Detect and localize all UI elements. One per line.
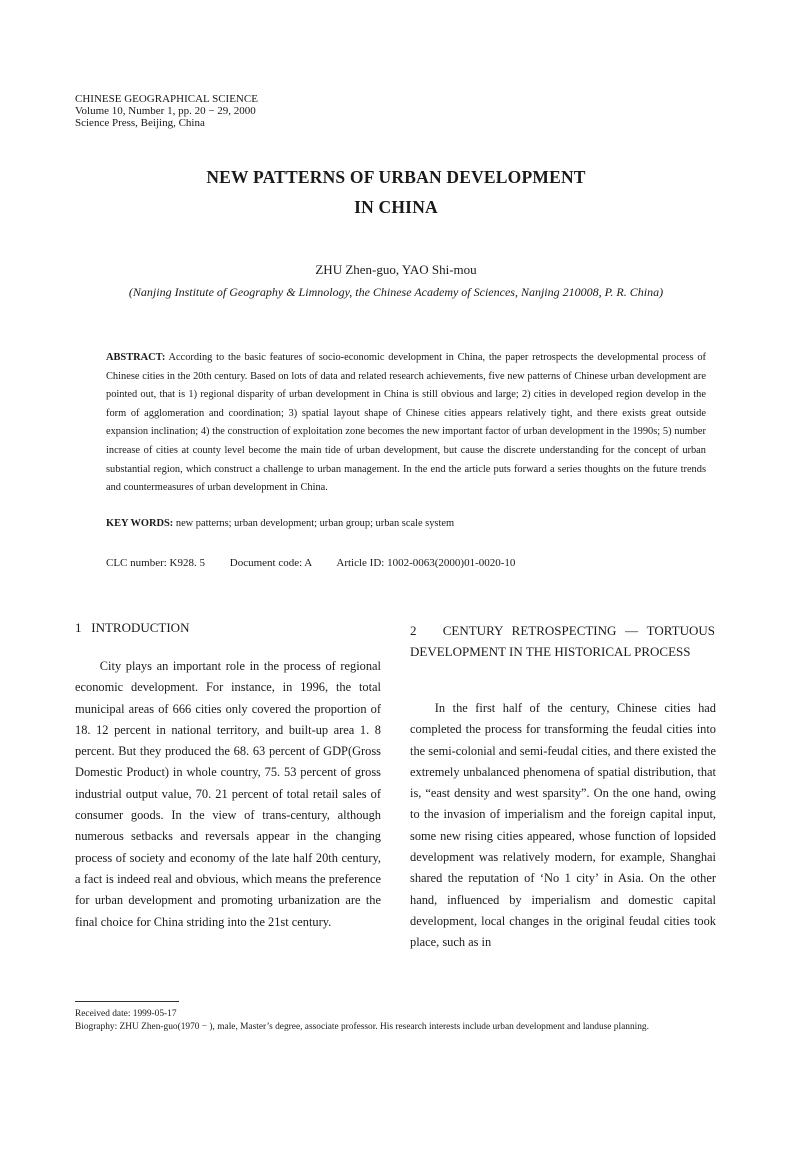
- journal-publisher: Science Press, Beijing, China: [75, 117, 205, 129]
- abstract-label: ABSTRACT:: [106, 352, 166, 363]
- author-list: ZHU Zhen-guo, YAO Shi-mou: [315, 262, 477, 277]
- section-1-paragraph: City plays an important role in the process of regional economic development. For instance, in 1996, the total municipal areas of 666 cities only covered the proportion of 18. 12 percent in national territory, and built-up area 1. 8 percent. But they produced the 68. 63 percent of GDP(Gross Domestic Product) in whole country, 75. 53 percent of gross industrial output value, 70. 21 percent of total retail sales of consumer goods. In the view of trans-century, although numerous setbacks and reversals appear in the changing process of society and economy of the late half 20th century, a fact is indeed real and obvious, which means the preference for urban development and promoting urbanization are the final choice for China striding into the 21st century.: [75, 659, 381, 929]
- section-1-heading: 1 INTRODUCTION: [75, 620, 190, 635]
- section-1-body: [75, 656, 381, 933]
- section-2-paragraph: In the first half of the century, Chinese cities had completed the process for transforming the feudal cities into the semi-colonial and semi-feudal cities, and there existed the extremely unbalanced phenomena of spatial distribution, that is, “east density and west sparsity”. On the one hand, owing to the invasion of imperialism and the foreign capital input, some new rising cities appeared, whose function of lopsided development was relatively modern, for example, Shanghai shared the reputation of ‘No 1 city’ in Asia. On the other hand, influenced by imperialism and domestic capital development, local changes in the original feudal cities took place, such as in: [410, 701, 716, 950]
- keywords-text: new patterns; urban development; urban group; urban scale system: [175, 518, 455, 529]
- footnote: [75, 1008, 725, 1034]
- document-code: Document code: A: [229, 557, 313, 569]
- paper-title-line2: IN CHINA: [354, 197, 438, 217]
- journal-name: CHINESE GEOGRAPHICAL SCIENCE: [75, 93, 258, 105]
- abstract-text: According to the basic features of socio-economic development in China, the paper retrospects the developmental process of Chinese cities in the 20th century. Based on lots of data and related research achievements, five new patterns of Chinese urban development are pointed out, that is 1) regional disparity of urban development in China is still obvious and large; 2) cities in developed region develop in the form of agglomeration and coordination; 3) spatial layout shape of Chinese cities appears relatively tight, and there exists great outside expansion inclination; 4) the construction of exploitation zone becomes the new important factor of urban development in the 1990s; 5) number increase of cities at county level become the main tide of urban development, but cause the discrete understanding for the concept of urban substantial region, which construct a challenge to urban management. In the end the article puts forward a series thoughts on the future trends and countermeasures of urban development in China.: [106, 352, 706, 494]
- clc-number: CLC number: K928. 5: [106, 557, 205, 569]
- section-2-body: [410, 698, 716, 954]
- section-2-heading: 2 CENTURY RETROSPECTING — TORTUOUS DEVELOPMENT IN THE HISTORICAL PROCESS: [410, 623, 719, 659]
- journal-volume: Volume 10, Number 1, pp. 20 − 29, 2000: [75, 105, 256, 117]
- keywords-label: KEY WORDS:: [106, 518, 174, 529]
- keywords: [106, 516, 706, 532]
- article-id: Article ID: 1002-0063(2000)01-0020-10: [336, 557, 516, 569]
- footnote-divider: [75, 1001, 179, 1002]
- received-date: Received date: 1999-05-17: [75, 1009, 177, 1019]
- classification-line: [106, 557, 537, 569]
- paper-title-line1: NEW PATTERNS OF URBAN DEVELOPMENT: [206, 167, 586, 187]
- affiliation: (Nanjing Institute of Geography & Limnology, the Chinese Academy of Sciences, Nanjing 210008, P. R. China): [128, 285, 664, 299]
- journal-header: [75, 93, 258, 129]
- author-biography: Biography: ZHU Zhen-guo(1970 − ), male, Master’s degree, associate professor. His research interests include urban development and landuse planning.: [75, 1022, 649, 1032]
- abstract: [106, 349, 706, 498]
